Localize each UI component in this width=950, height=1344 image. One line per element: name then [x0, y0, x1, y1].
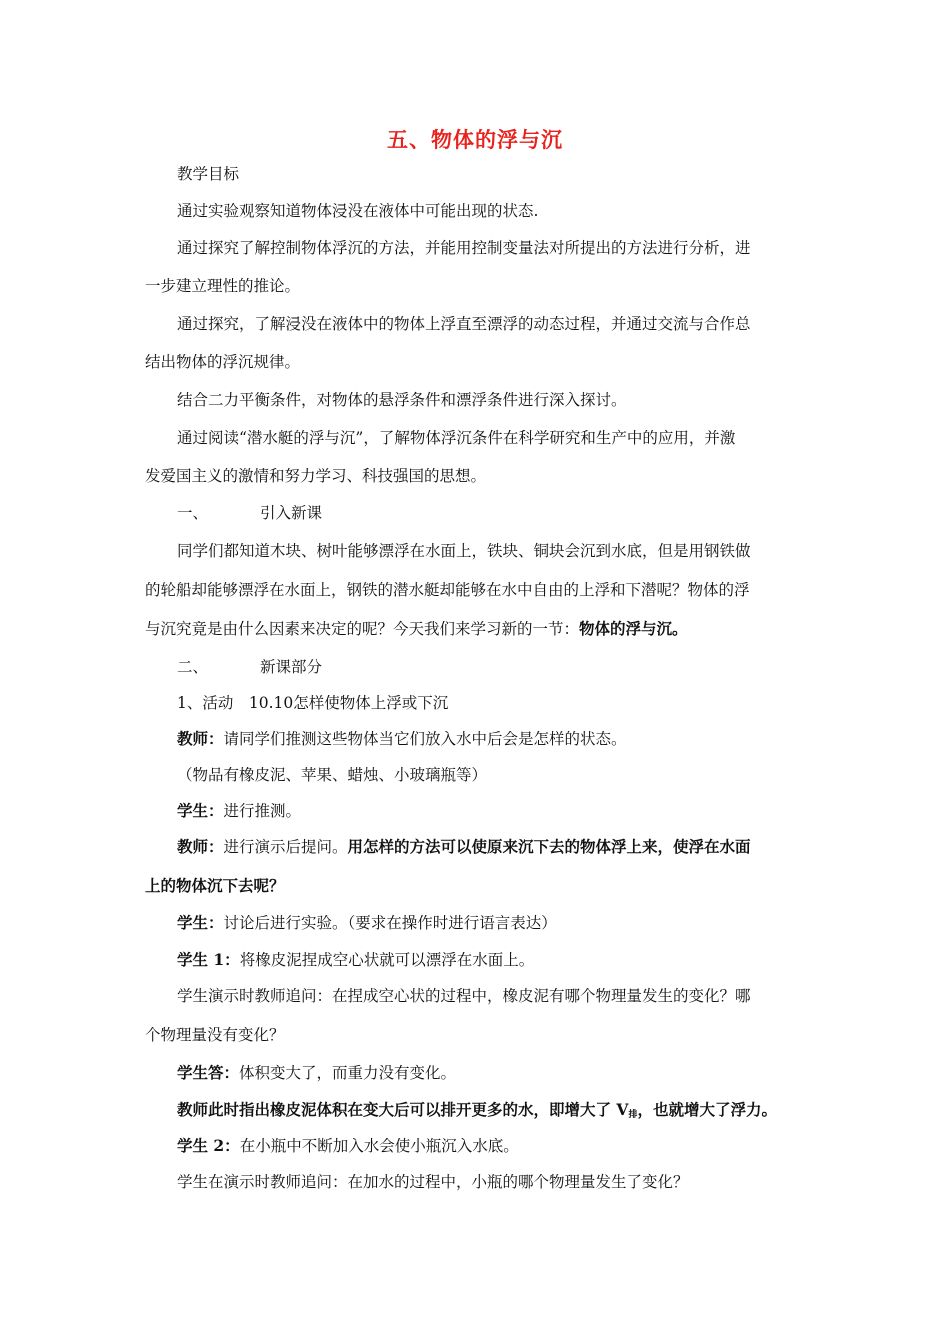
- teacher-line-1-text: 请同学们推测这些物体当它们放入水中后会是怎样的状态。: [223, 730, 627, 748]
- goal-3-line-2: 结出物体的浮沉规律。: [145, 353, 301, 371]
- teacher-line-2-question-cont: 上的物体沉下去呢？: [145, 876, 285, 895]
- intro-line-3-emphasis: 物体的浮与沉。: [579, 619, 688, 638]
- student-line-2-text: 讨论后进行实验。（要求在操作时进行语言表达）: [223, 914, 557, 932]
- section-1-number: 一、: [177, 504, 209, 522]
- activity-heading: 1、活动 10.10怎样使物体上浮或下沉: [177, 694, 449, 712]
- page-title: 五、物体的浮与沉: [387, 127, 563, 152]
- answer-line: [177, 1063, 456, 1083]
- teacher-point-subscript: 排: [628, 1110, 638, 1120]
- goal-3-line-1: 通过探究，了解浸没在液体中的物体上浮直至漂浮的动态过程，并通过交流与合作总: [177, 315, 751, 333]
- teacher-line-2-question: 用怎样的方法可以使原来沉下去的物体浮上来，使浮在水面: [347, 837, 751, 856]
- goal-5-line-2: 发爱国主义的激情和努力学习、科技强国的思想。: [145, 467, 487, 485]
- student-1-line: [177, 950, 534, 970]
- intro-line-2: 的轮船却能够漂浮在水面上，钢铁的潜水艇却能够在水中自由的上浮和下潜呢？物体的浮: [145, 581, 750, 599]
- student-line-1: [177, 801, 301, 821]
- teacher-line-2-cont: [145, 876, 285, 896]
- teacher-point-line: [177, 1100, 777, 1125]
- teacher-line-1: [177, 729, 627, 749]
- items-line: （物品有橡皮泥、苹果、蜡烛、小玻璃瓶等）: [177, 766, 488, 784]
- goal-2-line-1: 通过探究了解控制物体浮沉的方法，并能用控制变量法对所提出的方法进行分析，进: [177, 239, 751, 257]
- intro-line-1: 同学们都知道木块、树叶能够漂浮在水面上，铁块、铜块会沉到水底，但是用钢铁做: [177, 542, 751, 560]
- goal-5-line-1: 通过阅读“潜水艇的浮与沉”，了解物体浮沉条件在科学研究和生产中的应用，并激: [177, 429, 736, 447]
- goal-2-line-2: 一步建立理性的推论。: [145, 277, 301, 295]
- followup-1-line-2: 个物理量没有变化？: [145, 1026, 285, 1044]
- section-2-heading: [177, 657, 322, 677]
- teacher-point-text-end: ，也就增大了浮力。: [637, 1100, 777, 1119]
- teacher-point-text: 教师此时指出橡皮泥体积在变大后可以排开更多的水，即增大了 V: [177, 1100, 629, 1119]
- student-1-label: 学生 1：: [177, 950, 240, 969]
- section-2-title: 新课部分: [260, 658, 323, 676]
- student-2-label: 学生 2：: [177, 1136, 240, 1155]
- student-2-line: [177, 1136, 519, 1156]
- student-1-text: 将橡皮泥捏成空心状就可以漂浮在水面上。: [239, 951, 535, 969]
- intro-line-3: [145, 619, 688, 639]
- student-label: 学生：: [177, 801, 224, 820]
- intro-line-3-text: 与沉究竟是由什么因素来决定的呢？今天我们来学习新的一节：: [145, 620, 580, 638]
- student-line-1-text: 进行推测。: [223, 802, 302, 820]
- answer-text: 体积变大了，而重力没有变化。: [239, 1064, 457, 1082]
- answer-label: 学生答：: [177, 1063, 240, 1082]
- student-line-2: [177, 913, 557, 933]
- teacher-line-2: [177, 837, 751, 857]
- student-label: 学生：: [177, 913, 224, 932]
- followup-2-line: 学生在演示时教师追问：在加水的过程中，小瓶的哪个物理量发生了变化？: [177, 1173, 689, 1191]
- teacher-line-2-text: 进行演示后提问。: [223, 838, 348, 856]
- goals-heading: 教学目标: [177, 165, 240, 183]
- student-2-text: 在小瓶中不断加入水会使小瓶沉入水底。: [239, 1137, 519, 1155]
- followup-1-line-1: 学生演示时教师追问：在捏成空心状的过程中，橡皮泥有哪个物理量发生的变化？哪: [177, 987, 751, 1005]
- section-2-number: 二、: [177, 658, 209, 676]
- teacher-label: 教师：: [177, 729, 224, 748]
- goal-1: 通过实验观察知道物体浸没在液体中可能出现的状态.: [177, 202, 539, 220]
- teacher-label: 教师：: [177, 837, 224, 856]
- section-1-title: 引入新课: [260, 504, 323, 522]
- goal-4: 结合二力平衡条件，对物体的悬浮条件和漂浮条件进行深入探讨。: [177, 391, 627, 409]
- section-1-heading: [177, 503, 322, 523]
